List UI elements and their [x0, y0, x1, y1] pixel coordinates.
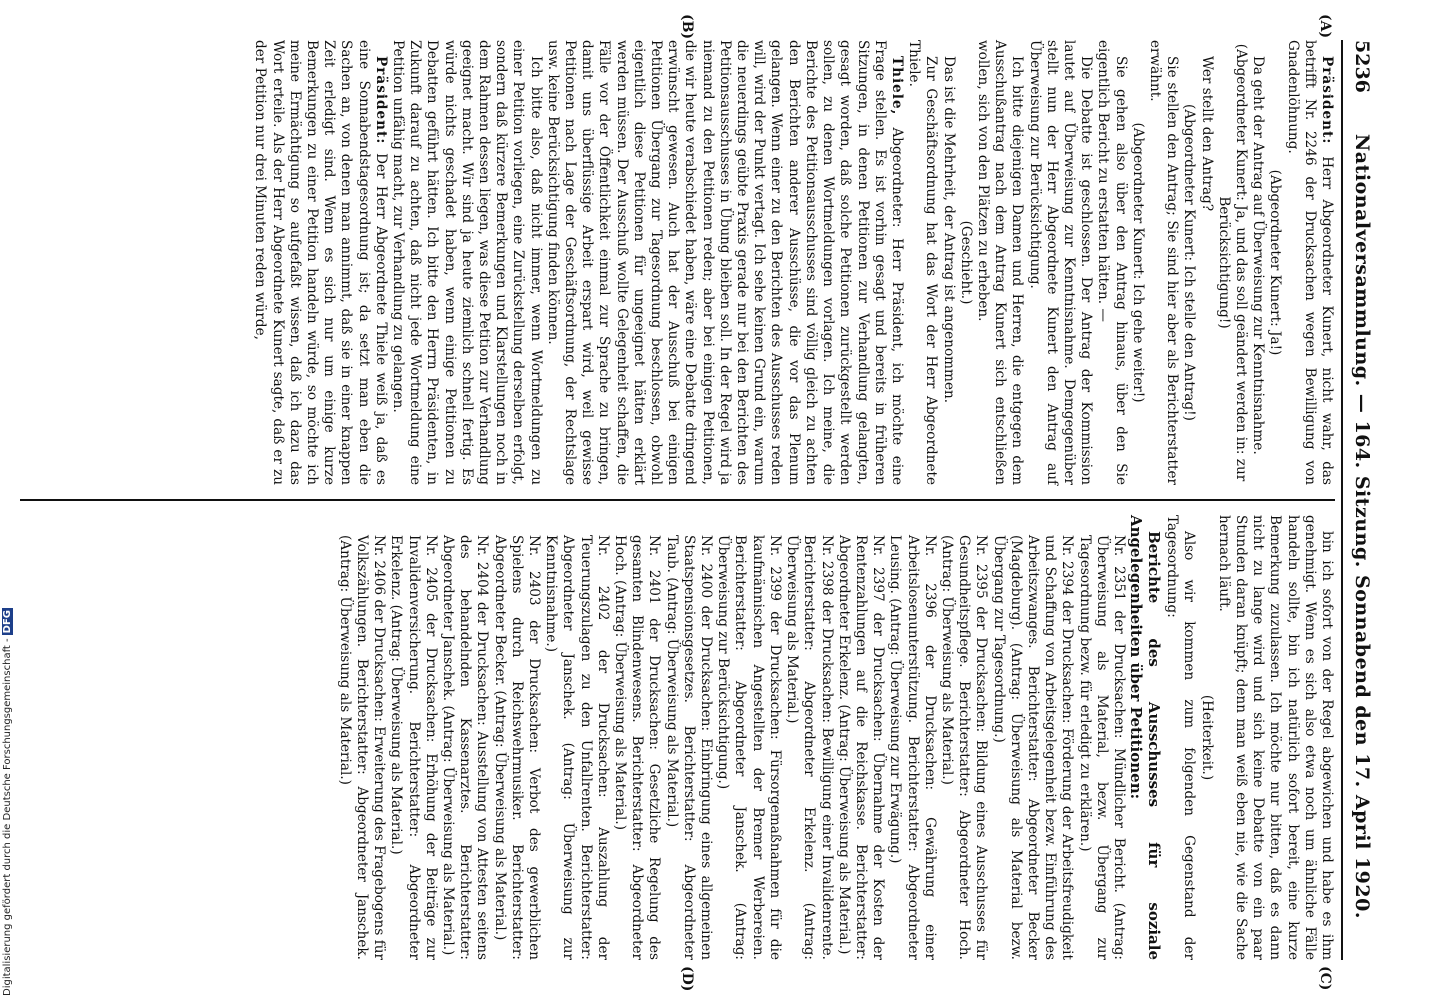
- side-credit-text: Digitalisierung gefördert durch die Deutsche Forschungsgemeinschaft -: [2, 638, 13, 996]
- interjection: (Geschieht.): [957, 220, 974, 305]
- margin-mark-b: (B): [679, 14, 695, 40]
- header-rule: [1341, 40, 1343, 960]
- paragraph: [1163, 515, 1197, 960]
- right-column: [336, 515, 1335, 960]
- interjection: (Abgeordneter Kunert: Ja!): [1267, 169, 1284, 356]
- speaker-name: Thiele,: [888, 56, 905, 128]
- paragraph: [905, 40, 939, 485]
- petition-item: Nr. 2404 der Drucksachen: Ausstellung von Attesten seitens des behandelnden Kassenarztes. Berichterstatter: Abgeordneter Janschek. (Antrag: Überweisung als Material.): [440, 535, 491, 960]
- page-number: 5236: [1351, 40, 1373, 93]
- interjection: (Abgeordneter Kunert: Ich gehe weiter!): [1129, 122, 1146, 403]
- petition-item: Nr. 2396 der Drucksachen: Gewährung einer Arbeitslosenunterstützung. Berichterstatter: Abgeordneter Leusing. (Antrag: Überweisung zur Erwägung.): [887, 535, 938, 960]
- interjection: (Heiterkeit.): [1198, 694, 1215, 781]
- margin-mark-c: (C): [1317, 966, 1333, 991]
- paragraph-text: Die Debatte ist geschlossen. Der Antrag der Kommission lautet auf Überweisung zur Kenntnisnahme. Demgegenüber stellt nun der Herr Abgeordnete Kunert den Antrag auf Überweisung zur Berücksichtigung.: [1026, 40, 1095, 485]
- margin-mark-d: (D): [679, 966, 695, 992]
- margin-mark-a: (A): [1317, 14, 1333, 39]
- paragraph-text: Abgeordneter: Herr Präsident, ich möchte eine Frage stellen. Es ist vorhin gesagt und bereits in früheren Sitzungen, in denen Petitionen zur Verhandlung gelangten, gesagt worden, daß solche Petitionen zurückgestellt werden sollen, zu denen Wortmeldungen vorlagen. Ich meine, die Berichte des Petitionsausschusses sind völlig gleich zu achten den Berichten anderer Ausschüsse, die vor das Plenum gelangen. Wenn einer zu den Berichten des Ausschusses reden will, wird der Punkt vertagt. Ich sehe keinen Grund ein, warum die neuerdings geübte Praxis gerade nur bei den Berichten des Petitionsausschusses in Übung bleiben soll. In der Regel wird ja niemand zu den Petitionen reden; aber bei einigen Petitionen, die wir heute verabschiedet haben, wäre eine Debatte dringend erwünscht gewesen. Auch hat der Ausschuß bei einigen Petitionen Übergang zur Tagesordnung beschlossen, obwohl eigentlich diese Petitionen für ungeeignet hätten erklärt werden müssen. Der Ausschuß wollte Gelegenheit schaffen, die Fälle vor der Öffentlichkeit einmal zur Sprache zu bringen, damit uns überflüssige Arbeit erspart wird, weil gewisse Petitionen nach Lage der Geschäftsordnung, der Rechtslage usw. keine Berücksichtigung finden können.: [544, 40, 905, 485]
- paragraph-text: Also wir kommen zum folgenden Gegenstand der Tagesordnung:: [1164, 515, 1198, 960]
- dfg-logo: DFG: [2, 610, 13, 634]
- paragraph-text: Ich bitte diejenigen Damen und Herren, die entgegen dem Ausschußantrag nach dem Antrag Kunert sich entschließen wollen, sich von den Plätzen zu erheben.: [974, 40, 1026, 485]
- petition-item: Nr. 2397 der Drucksachen: Übernahme der Kosten der Rentenzahlungen auf die Reichskasse. Berichterstatter: Abgeordneter Erkelenz. (Antrag: Überweisung als Material.): [835, 535, 887, 960]
- interjection: (Abgeordneter Kunert: Ich stelle den Antrag!): [1181, 104, 1198, 421]
- paragraph: [1094, 40, 1128, 485]
- running-head: [1347, 40, 1377, 960]
- paragraph-text: bin ich sofort von der Regel abgewichen und habe es ihm genehmigt. Wenn es sich also etwa noch um ähnliche Fälle handeln sollte, bin ich natürlich sofort bereit, eine kurze Bemerkung zuzulassen. Ich möchte nur bitten, daß es dann nicht zu lange wird und sich keine Debatte von ein paar Stunden daran knüpft; denn man weiß eben nie, wie die Sache hernach läuft.: [1215, 515, 1335, 960]
- left-column: [251, 40, 1335, 485]
- petition-item: Nr. 2399 der Drucksachen: Fürsorgemaßnahmen für die kaufmännischen Angestellten der Bremer Werbereien. Berichterstatter: Abgeordneter Janschek. (Antrag: Überweisung zur Berücksichtigung.): [715, 535, 783, 960]
- paragraph: [1215, 515, 1335, 960]
- paragraph: [1197, 40, 1214, 485]
- petition-item: Nr. 2400 der Drucksachen: Einbringung eines allgemeinen Staatspensionsgesetzes. Berichterstatter: Abgeordneter Taub. (Antrag: Überweisung als Material.): [663, 535, 715, 960]
- paragraph-text: Herr Abgeordneter Kunert, nicht wahr, das betrifft Nr. 2246 der Drucksachen wegen Bewilligung von Gnadenlöhnung.: [1284, 40, 1335, 486]
- section-heading: Berichte des Ausschusses für soziale Angelegenheiten über Petitionen:: [1126, 515, 1163, 960]
- paragraph: [1146, 40, 1180, 485]
- speaker-name: Präsident:: [372, 56, 389, 154]
- paragraph-text: Sie stellen den Antrag; Sie sind hier aber als Berichterstatter erwähnt.: [1146, 40, 1181, 485]
- petition-item: Nr. 2402 der Drucksachen: Auszahlung der Teuerungszulagen zu den Unfallrenten. Berichterstatter: Abgeordneter Janschek. (Antrag: Überweisung zur Kenntnisnahme.): [543, 535, 611, 960]
- petition-item: Nr. 2401 der Drucksachen: Gesetzliche Regelung des gesamten Blindenwesens. Berichterstatter: Abgeordneter Hoch. (Antrag: Überweisung als Material.): [612, 535, 663, 960]
- paragraph-text: Der Herr Abgeordnete Thiele weiß ja, daß es eine Sonnabendstagesordnung ist; da setzt man eben die Sachen an, von denen man annimmt, daß sie in einer knappen Zeit erledigt sind. Wenn es sich nur um einige kurze Bemerkungen zu einer Petition handeln würde, so möchte ich meine Ermächtigung so aufgefaßt wissen, daß ich dazu das Wort erteile. Als der Herr Abgeordnete Kunert sagte, daß er zu der Petition nur drei Minuten reden würde,: [252, 40, 389, 485]
- paragraph-text: Das ist die Mehrheit, der Antrag ist angenommen.: [940, 56, 957, 404]
- column-rule: [20, 499, 1335, 501]
- paragraph-text: Zur Geschäftsordnung hat das Wort der Herr Abgeordnete Thiele.: [906, 40, 940, 485]
- paragraph: [251, 40, 389, 485]
- petition-item: Nr. 2405 der Drucksachen: Erhöhung der Beiträge zur Invalidenversicherung. Berichterstatter: Abgeordneter Erkelenz. (Antrag: Überweisung als Material.): [388, 535, 439, 960]
- side-credit: [2, 608, 13, 996]
- paragraph-text: Da geht der Antrag auf Überweisung zur Kenntnisnahme.: [1250, 56, 1267, 455]
- paragraph: [1249, 40, 1266, 485]
- speaker-name: Präsident:: [1319, 56, 1335, 157]
- paragraph: [974, 40, 1026, 485]
- petition-item: Nr. 2394 der Drucksachen: Förderung der Arbeitsfreudigkeit und Schaffung von Arbeitsgelegenheit bezw. Einführung des Arbeitszwanges. Berichterstatter: Abgeordneter Becker (Magdeburg). (Antrag: Überweisung als Material bezw. Übergang zur Tagesordnung.): [990, 535, 1076, 960]
- petition-item: Nr. 2351 der Drucksachen: Mündlicher Bericht. (Antrag: Überweisung als Material, bezw. Übergang zur Tagesordnung bezw. für erledigt zu erklären.): [1076, 535, 1127, 960]
- paragraph-text: Wer stellt den Antrag?: [1198, 56, 1215, 212]
- petition-item: Nr. 2398 der Drucksachen: Bewilligung einer Invalidenrente. Berichterstatter: Abgeordneter Erkelenz. (Antrag: Überweisung als Material.): [784, 535, 835, 960]
- petition-item: Nr. 2403 der Drucksachen: Verbot des gewerblichen Spielens durch Reichswehrmusiker. Berichterstatter: Abgeordneter Becker. (Antrag: Überweisung als Material.): [491, 535, 543, 960]
- interjection: (Abgeordneter Kunert: Ja, und das soll geändert werden in: zur Berücksichtigung!): [1215, 43, 1249, 482]
- paragraph: [1283, 40, 1335, 485]
- petition-item: Nr. 2406 der Drucksachen: Erweiterung des Fragebogens für Volkszählungen. Berichterstatter: Abgeordneter Janschek. (Antrag: Überweisung als Material.): [336, 535, 388, 960]
- petition-item: Nr. 2395 der Drucksachen: Bildung eines Ausschusses für Gesundheitspflege. Berichterstatter: Abgeordneter Hoch. (Antrag: Überweisung als Material.): [938, 535, 990, 960]
- paragraph-text: Ich bitte also, daß nicht immer, wenn Wortmeldungen zu einer Petition vorliegen, eine Zurückstellung derselben erfolgt, sondern daß kürzere Bemerkungen und Klarstellungen noch in dem Rahmen dessen liegen, was diese Petition zur Verhandlung geeignet macht. Wir sind ja heute ziemlich schnell fertig. Es würde nichts geschadet haben, wenn einige Petitionen zu Debatten geführt hätten. Ich bitte den Herrn Präsidenten, in Zukunft darauf zu achten, daß nicht jede Wortmeldung eine Petition unfähig macht, zur Verhandlung zu gelangen.: [390, 40, 544, 485]
- paragraph-text: Sie gehen also über den Antrag hinaus, über den Sie eigentlich Bericht zu erstatten hätten. —: [1095, 40, 1129, 485]
- paragraph: [389, 40, 544, 485]
- paragraph: [939, 40, 956, 485]
- paragraph: [544, 40, 905, 485]
- paragraph: [1025, 40, 1094, 485]
- page-title: Nationalversammlung. — 164. Sitzung. Sonnabend den 17. April 1920.: [1351, 133, 1373, 919]
